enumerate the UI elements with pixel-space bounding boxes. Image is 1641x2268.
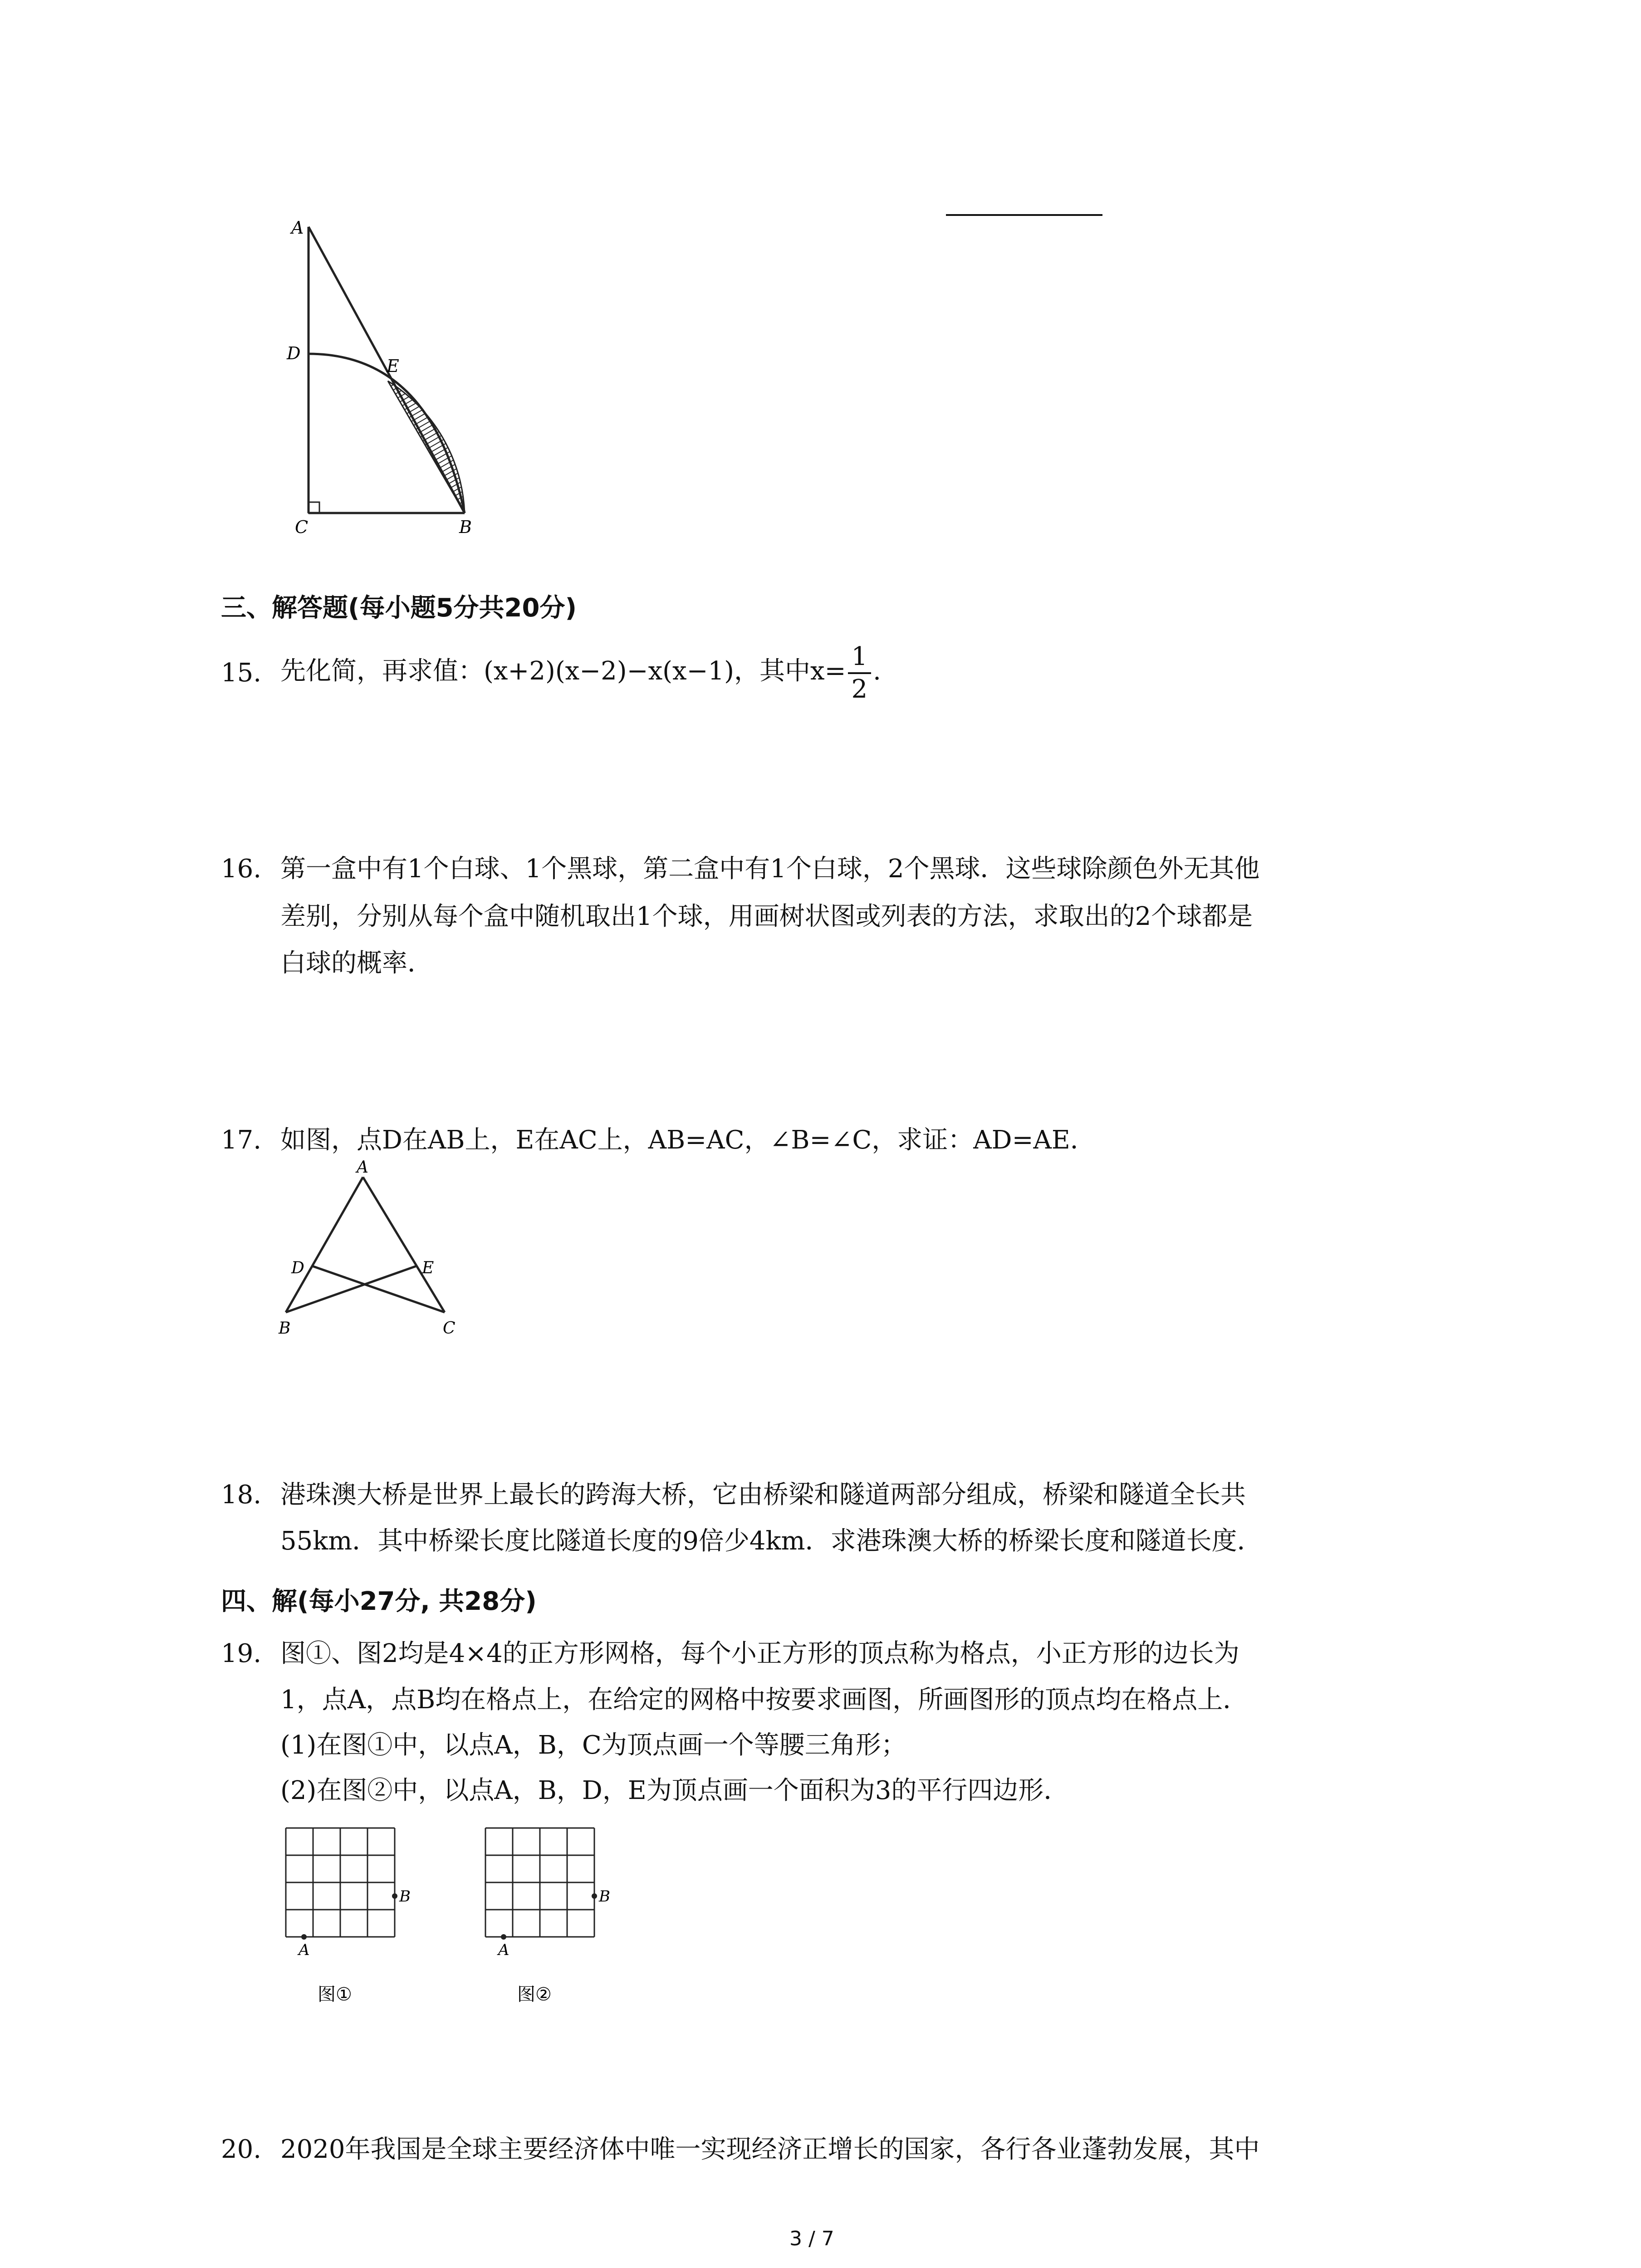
- label-c: C: [295, 517, 309, 537]
- question-18-line-2: 55km．其中桥梁长度比隧道长度的9倍少4km．求港珠澳大桥的桥梁长度和隧道长度．: [280, 1526, 1263, 1556]
- segment-be: [286, 1266, 416, 1312]
- question-16-number: 16.: [221, 854, 262, 884]
- grid-2-label-b: B: [599, 1887, 610, 1906]
- figure-q17: [268, 1159, 467, 1340]
- fraction-one-half: [848, 641, 872, 705]
- segment-ac: [363, 1177, 445, 1312]
- grid-2-caption: 图②: [517, 1984, 552, 2005]
- question-19-number: 19.: [221, 1639, 262, 1668]
- grid-2-label-a: A: [498, 1941, 509, 1959]
- question-18-number: 18.: [221, 1480, 262, 1510]
- question-19-line-3: (1)在图①中，以点A，B，C为顶点画一个等腰三角形；: [280, 1730, 906, 1760]
- question-19-line-2: 1，点A，点B均在格点上，在给定的网格中按要求画图，所画图形的顶点均在格点上．: [280, 1685, 1249, 1715]
- label-d: D: [291, 1259, 304, 1277]
- grid-1-label-b: B: [399, 1887, 411, 1906]
- question-20-number: 20.: [221, 2135, 262, 2164]
- label-e: E: [387, 356, 399, 376]
- fraction-numerator: 1: [848, 641, 872, 674]
- question-15-end: .: [873, 656, 881, 686]
- point-a: [501, 1934, 506, 1940]
- point-b: [392, 1893, 397, 1899]
- question-20-line-1: 2020年我国是全球主要经济体中唯一实现经济正增长的国家，各行各业蓬勃发展，其中: [280, 2135, 1260, 2164]
- question-17-number: 17.: [221, 1125, 262, 1155]
- label-b: B: [279, 1319, 291, 1338]
- question-15-text: [280, 640, 881, 705]
- question-15-number: 15.: [221, 658, 262, 688]
- label-a: A: [357, 1159, 368, 1177]
- label-b: B: [459, 517, 472, 537]
- section-4-heading: 四、解(每小27分, 共28分): [221, 1587, 537, 1616]
- grid-1-caption: 图①: [318, 1984, 352, 2005]
- question-15-body: 先化简，再求值：(x+2)(x−2)−x(x−1)，其中x=: [280, 656, 846, 686]
- question-18-line-1: 港珠澳大桥是世界上最长的跨海大桥，它由桥梁和隧道两部分组成，桥梁和隧道全长共: [280, 1480, 1246, 1510]
- page-number: 3 / 7: [789, 2227, 834, 2250]
- label-e: E: [422, 1259, 434, 1277]
- point-a: [301, 1934, 307, 1940]
- question-17-text: 如图，点D在AB上，E在AC上，AB=AC，∠B=∠C，求证：AD=AE．: [280, 1125, 1096, 1155]
- grid-figure-2: [472, 1819, 626, 2009]
- question-19-line-1: 图①、图2均是4×4的正方形网格，每个小正方形的顶点称为格点，小正方形的边长为: [280, 1639, 1239, 1668]
- grid-figure-1: [272, 1819, 426, 2009]
- right-angle-mark: [309, 502, 319, 513]
- grid-1-label-a: A: [299, 1941, 310, 1959]
- section-3-heading: 三、解答题(每小题5分共20分): [221, 593, 577, 623]
- label-d: D: [287, 343, 301, 363]
- question-16-line-1: 第一盒中有1个白球、1个黑球，第二盒中有1个白球，2个黑球．这些球除颜色外无其他: [280, 854, 1260, 884]
- question-16-line-3: 白球的概率．: [280, 948, 433, 978]
- fraction-denominator: 2: [851, 674, 868, 704]
- answer-blank-line: [946, 214, 1102, 216]
- figure-q14: [281, 213, 499, 540]
- segment-ab: [286, 1177, 363, 1312]
- question-19-line-4: (2)在图②中，以点A，B，D，E为顶点画一个面积为3的平行四边形．: [280, 1776, 1069, 1805]
- question-16-line-2: 差别，分别从每个盒中随机取出1个球，用画树状图或列表的方法，求取出的2个球都是: [280, 902, 1253, 931]
- arc-db: [309, 354, 465, 513]
- point-b: [592, 1893, 597, 1899]
- label-a: A: [291, 218, 304, 238]
- label-c: C: [443, 1319, 456, 1338]
